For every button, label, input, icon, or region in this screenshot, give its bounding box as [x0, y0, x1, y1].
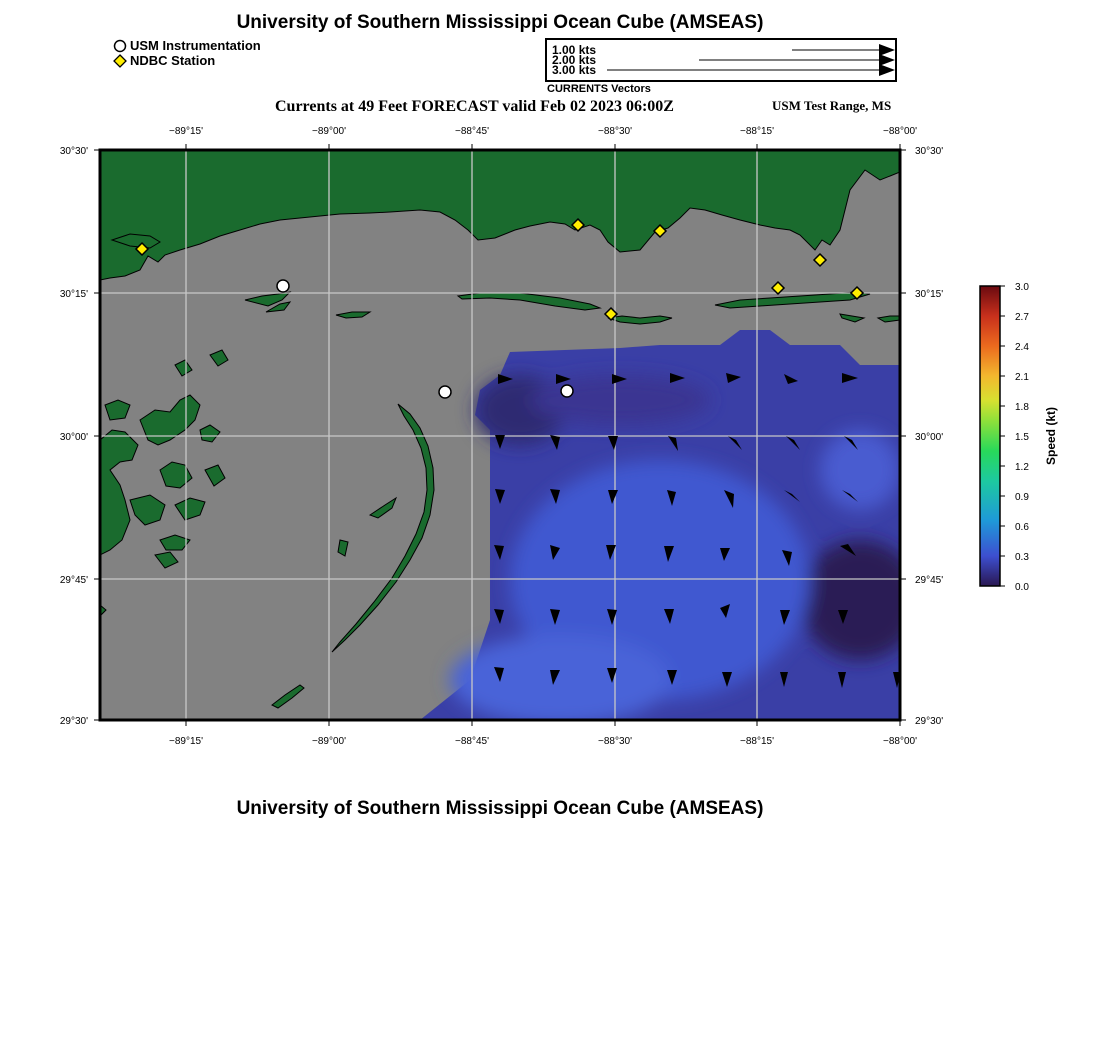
lat-tick-label: 30°30' [915, 146, 944, 157]
usm-instrument-marker [277, 280, 289, 292]
lon-tick-label: −88°30' [598, 736, 632, 747]
legend-ndbc-label: NDBC Station [130, 53, 216, 68]
colorbar-tick-label: 1.5 [1015, 432, 1029, 443]
colorbar-tick-label: 2.4 [1015, 342, 1029, 353]
speed-colorbar [980, 282, 1058, 593]
lon-tick-label: −88°45' [455, 736, 489, 747]
footer-title: University of Southern Mississippi Ocean Cube (AMSEAS) [236, 798, 764, 819]
lat-tick-label: 29°45' [59, 575, 88, 586]
colorbar-tick-label: 2.1 [1015, 372, 1029, 383]
lat-tick-label: 29°30' [915, 716, 944, 727]
lat-tick-label: 29°30' [59, 716, 88, 727]
colorbar-tick-label: 1.8 [1015, 402, 1029, 413]
colorbar-tick-label: 0.3 [1015, 552, 1029, 563]
current-speed-field [420, 330, 920, 725]
lon-tick-label: −89°00' [312, 126, 346, 137]
lon-tick-label: −88°00' [883, 736, 917, 747]
page-title: University of Southern Mississippi Ocean Cube (AMSEAS) [236, 12, 764, 33]
legend-usm-label: USM Instrumentation [130, 38, 261, 53]
lat-tick-label: 30°30' [59, 146, 88, 157]
lat-tick-label: 30°15' [915, 289, 944, 300]
map-subtitle: Currents at 49 Feet FORECAST valid Feb 02 2023 06:00Z [275, 98, 674, 115]
usm-instrument-marker [439, 386, 451, 398]
map-area [100, 150, 920, 725]
usm-instrument-marker [561, 385, 573, 397]
lat-tick-label: 29°45' [915, 575, 944, 586]
vector-scale-2: 2.00 kts [552, 53, 597, 67]
vector-scale-caption: CURRENTS Vectors [547, 83, 651, 95]
vector-scale-1: 1.00 kts [552, 43, 597, 57]
colorbar-tick-label: 1.2 [1015, 462, 1029, 473]
lon-tick-label: −89°15' [169, 736, 203, 747]
colorbar-label: Speed (kt) [1044, 406, 1058, 466]
vector-scale-3: 3.00 kts [552, 63, 597, 77]
lat-tick-label: 30°00' [59, 432, 88, 443]
lon-tick-label: −88°30' [598, 126, 632, 137]
colorbar-tick-label: 0.0 [1015, 582, 1029, 593]
colorbar-tick-label: 0.9 [1015, 492, 1029, 503]
lat-tick-label: 30°15' [59, 289, 88, 300]
colorbar-tick-label: 0.6 [1015, 522, 1029, 533]
lon-tick-label: −88°45' [455, 126, 489, 137]
colorbar-gradient [980, 286, 1000, 586]
colorbar-tick-label: 3.0 [1015, 282, 1029, 293]
lat-tick-label: 30°00' [915, 432, 944, 443]
lon-tick-label: −88°15' [740, 736, 774, 747]
lon-tick-label: −88°00' [883, 126, 917, 137]
colorbar-tick-label: 2.7 [1015, 312, 1029, 323]
lon-tick-label: −89°00' [312, 736, 346, 747]
region-label: USM Test Range, MS [772, 98, 892, 113]
lon-tick-label: −89°15' [169, 126, 203, 137]
lon-tick-label: −88°15' [740, 126, 774, 137]
